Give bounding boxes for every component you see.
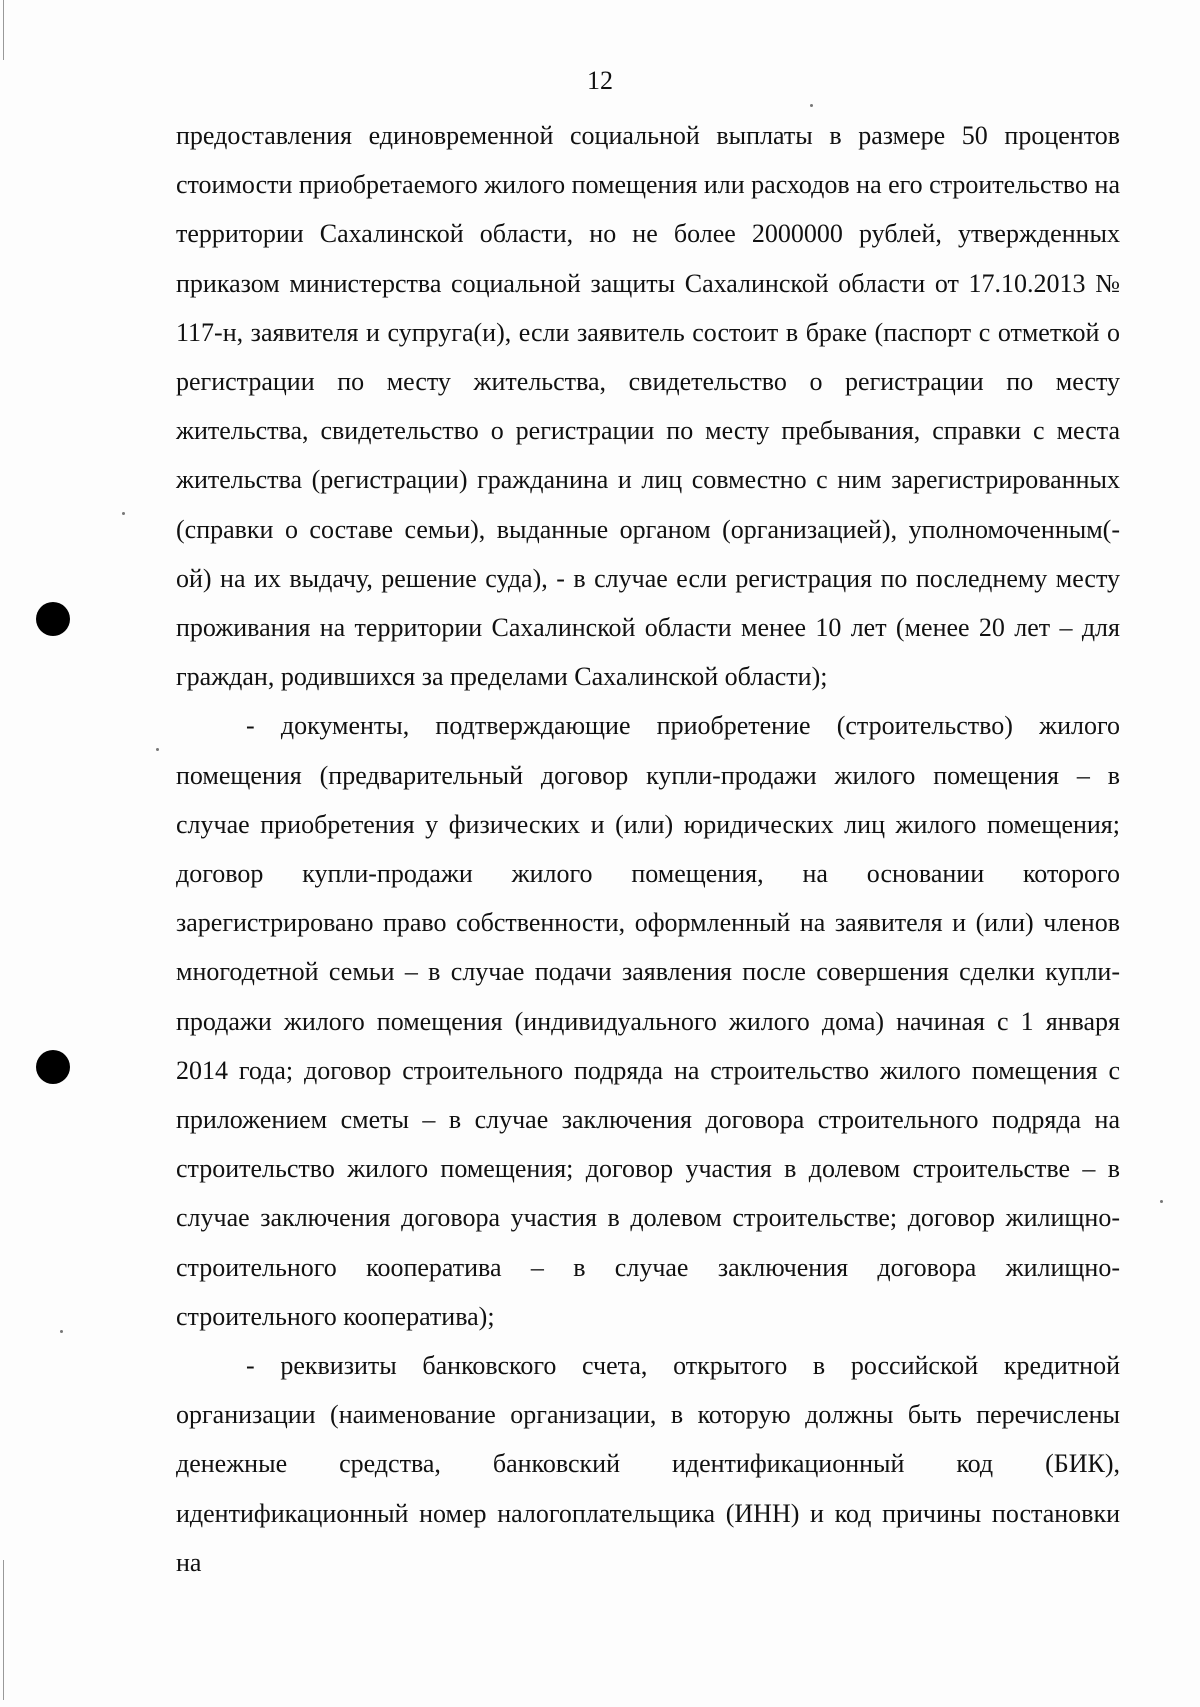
scan-speck bbox=[156, 748, 159, 751]
scan-speck bbox=[1160, 1200, 1163, 1203]
scan-speck bbox=[122, 512, 125, 515]
punch-hole-mark bbox=[36, 602, 70, 636]
punch-hole-mark bbox=[36, 1050, 70, 1084]
scan-speck bbox=[60, 1330, 63, 1333]
scan-edge-mark bbox=[3, 0, 4, 60]
paragraph-housing-documents: - документы, подтверждающие приобретение (строительство) жилого помещения (предварительный договор купли-продажи жилого помещения – в случае приобретения у физических и (или) юридических лиц жилого помещения; договор купли-продажи жилого помещения, на основании которого зарегистрировано право собственности, оформленный на заявителя и (или) членов многодетной семьи – в случае подачи заявления после совершения сделки купли-продажи жилого помещения (индивидуального жилого дома) начиная с 1 января 2014 года; договор строительного подряда на строительство жилого помещения с приложением сметы – в случае заключения договора строительного подряда на строительство жилого помещения; договор участия в долевом строительстве – в случае заключения договора участия в долевом строительстве; договор жилищно-строительного кооператива – в случае заключения договора жилищно-строительного кооператива); bbox=[176, 711, 1120, 1331]
paragraph-continuation: предоставления единовременной социальной выплаты в размере 50 процентов стоимости приобретаемого жилого помещения или расходов на его строительство на территории Сахалинской области, но не более 2000000 рублей, утвержденных приказом министерства социальной защиты Сахалинской области от 17.10.2013 № 117-н, заявителя и супруга(и), если заявитель состоит в браке (паспорт с отметкой о регистрации по месту жительства, свидетельство о регистрации по месту жительства, свидетельство о регистрации по месту пребывания, справки с места жительства (регистрации) гражданина и лиц совместно с ним зарегистрированных (справки о составе семьи), выданные органом (организацией), уполномоченным(-ой) на их выдачу, решение суда), - в случае если регистрация по последнему месту проживания на территории Сахалинской области менее 10 лет (менее 20 лет – для граждан, родившихся за пределами Сахалинской области); bbox=[176, 121, 1120, 692]
paragraph-bank-details: - реквизиты банковского счета, открытого в российской кредитной организации (наименование организации, в которую должны быть перечислены денежные средства, банковский идентификационный код (БИК), идентификационный номер налогоплательщика (ИНН) и код причины постановки на bbox=[176, 1351, 1120, 1577]
scan-speck bbox=[810, 104, 813, 107]
scan-edge-mark bbox=[3, 1560, 4, 1700]
document-body bbox=[176, 111, 1120, 1587]
page-number: 12 bbox=[587, 66, 613, 95]
